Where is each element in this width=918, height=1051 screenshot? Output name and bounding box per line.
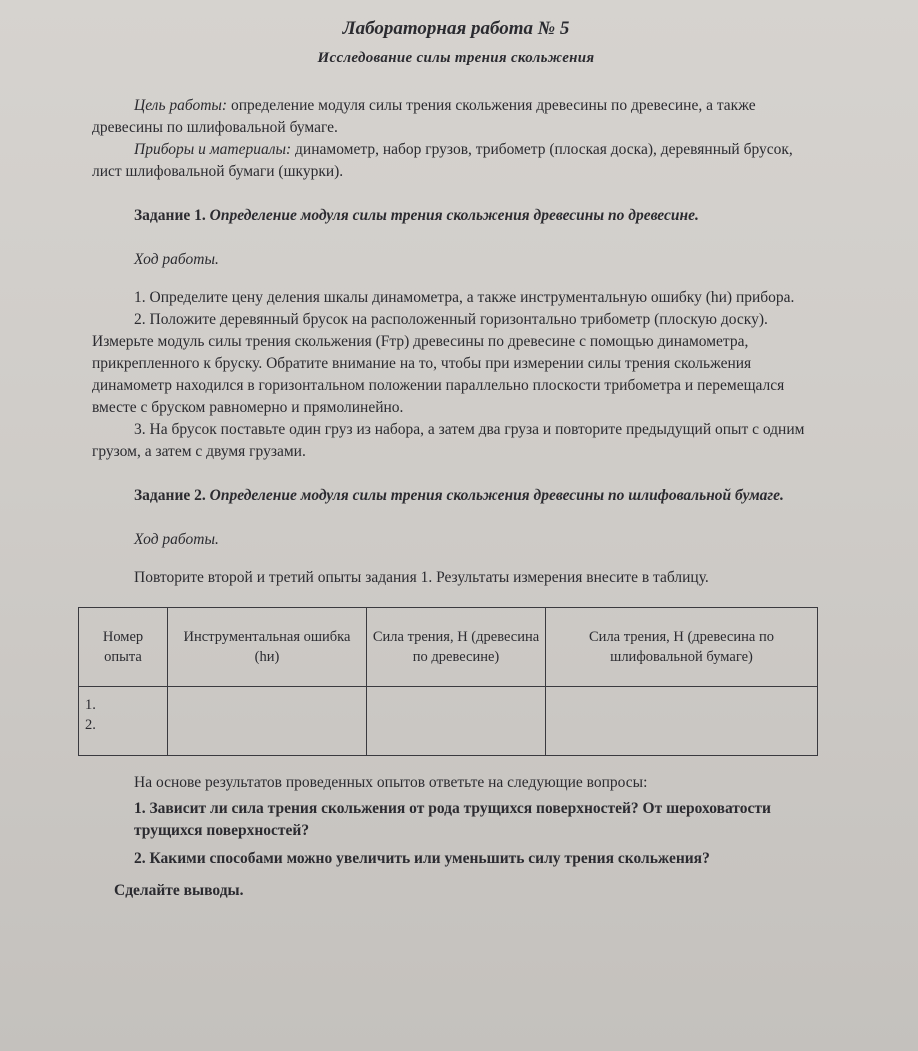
goal-text: определение модуля силы трения скольжения древесины по древесине, а также древесины по шлифовальной бумаге. xyxy=(92,97,756,136)
task2-label: Задание 2. xyxy=(134,487,206,504)
task1-heading xyxy=(92,205,820,227)
row-number: 1. xyxy=(85,697,96,713)
goal-paragraph xyxy=(92,95,820,139)
task1-title: Определение модуля силы трения скольжения древесины по древесине. xyxy=(205,207,699,224)
materials-paragraph xyxy=(92,139,820,183)
task2-title: Определение модуля силы трения скольжения древесины по шлифовальной бумаге. xyxy=(205,487,784,504)
table-header: Сила трения, Н (древесина по шлифовальной бумаге) xyxy=(546,608,818,687)
table-cell[interactable] xyxy=(168,687,367,756)
task2-heading xyxy=(92,485,820,507)
table-cell[interactable] xyxy=(546,687,818,756)
conclusion: Сделайте выводы. xyxy=(114,882,244,899)
table-header: Сила трения, Н (древесина по древесине) xyxy=(367,608,546,687)
table-header: Номер опыта xyxy=(79,608,168,687)
task1-procedure-heading: Ход работы. xyxy=(134,251,219,268)
questions-list xyxy=(92,798,820,870)
row-number-cell xyxy=(79,687,168,756)
task1-step: 2. Положите деревянный брусок на расположенный горизонтально трибометр (плоскую доску). Измерьте модуль силы трения скольжения (Fтр) древесины по древесине с помощью динамометра, прикрепленного к бруску. Обратите внимание на то, чтобы при измерении силы трения скольжения динамометр находился в горизонтальном положении параллельно плоскости трибометра и перемещался вместе с бруском равномерно и прямолинейно. xyxy=(92,311,785,416)
table-row xyxy=(79,687,818,756)
materials-label: Приборы и материалы: xyxy=(134,141,292,158)
page-content xyxy=(85,10,820,902)
page-subtitle: Исследование силы трения скольжения xyxy=(317,50,595,66)
task1-steps xyxy=(92,287,820,463)
question-item: 2. Какими способами можно увеличить или уменьшить силу трения скольжения? xyxy=(134,850,710,867)
task1-label: Задание 1. xyxy=(134,207,206,224)
materials-text: динамометр, набор грузов, трибометр (плоская доска), деревянный брусок, лист шлифовальной бумаги (шкурки). xyxy=(92,141,793,180)
table-header: Инструментальная ошибка (hи) xyxy=(168,608,367,687)
table-cell[interactable] xyxy=(367,687,546,756)
task1-step: 3. На брусок поставьте один груз из набора, а затем два груза и повторите предыдущий опыт с одним грузом, а затем с двумя грузами. xyxy=(92,421,805,460)
goal-label: Цель работы: xyxy=(134,97,228,114)
results-table xyxy=(78,607,818,756)
task2-procedure-heading: Ход работы. xyxy=(134,531,219,548)
question-item: 1. Зависит ли сила трения скольжения от рода трущихся поверхностей? От шероховатости трущихся поверхностей? xyxy=(134,800,771,839)
task2-instruction: Повторите второй и третий опыты задания 1. Результаты измерения внесите в таблицу. xyxy=(134,569,709,586)
questions-intro: На основе результатов проведенных опытов ответьте на следующие вопросы: xyxy=(134,774,648,791)
task1-step: 1. Определите цену деления шкалы динамометра, а также инструментальную ошибку (hи) прибора. xyxy=(134,289,795,306)
row-number: 2. xyxy=(85,717,96,733)
page-title: Лабораторная работа № 5 xyxy=(342,18,570,39)
table-header-row xyxy=(79,608,818,687)
